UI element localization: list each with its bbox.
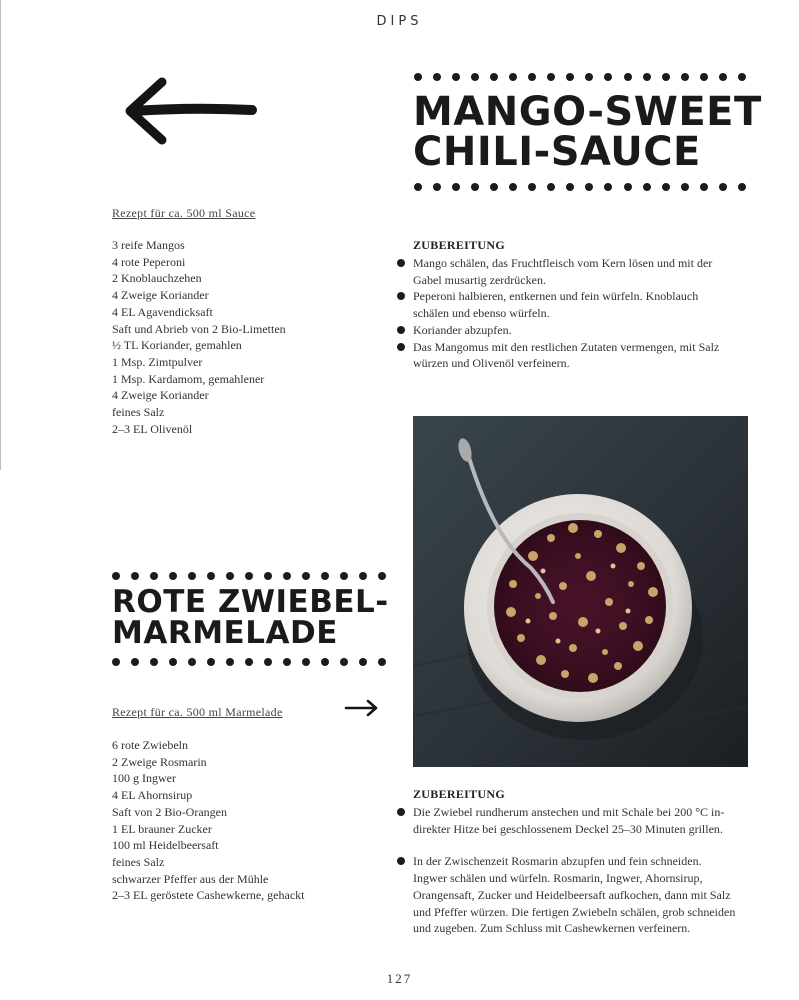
ingredient-item: 1 Msp. Zimtpulver	[112, 354, 203, 369]
dot	[624, 183, 632, 191]
ingredient-item: Saft und Abrieb von 2 Bio-Limetten	[112, 321, 286, 336]
step-line: schälen und ebenso würfeln.	[413, 306, 550, 321]
dot	[283, 658, 291, 666]
ingredient-item: feines Salz	[112, 854, 165, 869]
ingredient-item: 100 g Ingwer	[112, 771, 176, 786]
step-item	[413, 288, 753, 321]
step-line: direkter Hitze bei geschlossenem Deckel 25–30 Minuten grillen.	[413, 821, 723, 836]
dot	[226, 572, 234, 580]
dot	[302, 572, 310, 580]
step-line: Gabel musartig zerdrücken.	[413, 272, 546, 287]
dot	[433, 183, 441, 191]
step-item	[413, 339, 753, 372]
step-item	[413, 322, 753, 339]
page-number: 127	[386, 971, 413, 986]
recipe-title-line: MANGO-SWEET	[413, 89, 762, 135]
dot	[719, 73, 727, 81]
dot	[264, 658, 272, 666]
dot	[131, 572, 139, 580]
dot	[700, 183, 708, 191]
dot	[283, 572, 291, 580]
step-line: Die Zwiebel rundherum anstechen und mit Schale bei 200 °C in-	[413, 805, 725, 819]
ingredient-item: 4 Zweige Koriander	[112, 388, 209, 403]
step-line: Ingwer schälen und würfeln. Rosmarin, Ingwer, Ahornsirup,	[413, 871, 703, 886]
ingredient-item: 4 rote Peperoni	[112, 254, 186, 269]
ingredient-item: feines Salz	[112, 405, 165, 420]
dot	[547, 183, 555, 191]
dot	[359, 572, 367, 580]
dot	[547, 73, 555, 81]
ingredient-item: ½ TL Koriander, gemahlen	[112, 338, 242, 353]
ingredient-item: 2 Knoblauchzehen	[112, 271, 202, 286]
dot	[169, 572, 177, 580]
dot	[188, 658, 196, 666]
dot	[112, 572, 120, 580]
recipe-title-line: CHILI-SAUCE	[413, 129, 701, 175]
ingredient-item: schwarzer Pfeffer aus der Mühle	[112, 871, 269, 886]
ingredient-list	[112, 737, 402, 904]
dot	[452, 183, 460, 191]
dot	[340, 572, 348, 580]
dot	[452, 73, 460, 81]
dot	[585, 73, 593, 81]
dot	[302, 658, 310, 666]
section-title: DIPS	[376, 14, 423, 29]
dot	[226, 658, 234, 666]
dot	[509, 183, 517, 191]
step-line: und Pfeffer würzen. Die fertigen Zwiebeln schälen, grob schneiden	[413, 904, 736, 919]
dot	[490, 183, 498, 191]
title-dots-top	[414, 73, 746, 81]
step-line: Peperoni halbieren, entkernen und fein würfeln. Knoblauch	[413, 289, 699, 304]
recipe-title	[112, 584, 389, 651]
dot	[738, 73, 746, 81]
step-line: würzen und Olivenöl verfeinern.	[413, 356, 570, 371]
dot	[719, 183, 727, 191]
dot	[566, 73, 574, 81]
title-dots-top	[112, 572, 386, 580]
dot	[150, 658, 158, 666]
dot	[700, 73, 708, 81]
ingredient-item: 4 Zweige Koriander	[112, 288, 209, 303]
preparation-heading: ZUBEREITUNG	[413, 787, 505, 801]
arrow-right-icon	[344, 698, 380, 718]
dot	[681, 183, 689, 191]
step-item	[413, 853, 753, 937]
ingredient-item: 2–3 EL Olivenöl	[112, 421, 193, 436]
dot	[528, 73, 536, 81]
dot	[131, 658, 139, 666]
dot	[245, 572, 253, 580]
title-dots-bottom	[414, 183, 746, 191]
preparation-steps	[413, 255, 753, 372]
dot	[624, 73, 632, 81]
dot	[662, 183, 670, 191]
step-line: In der Zwischenzeit Rosmarin abzupfen und fein schneiden.	[413, 854, 702, 869]
dot	[490, 73, 498, 81]
recipe-title	[413, 89, 762, 175]
title-dots-bottom	[112, 658, 386, 666]
dot	[321, 572, 329, 580]
dot	[378, 658, 386, 666]
dot	[433, 73, 441, 81]
ingredient-item: 2–3 EL geröstete Cashewkerne, gehackt	[112, 888, 305, 903]
dot	[169, 658, 177, 666]
dot	[738, 183, 746, 191]
dot	[150, 572, 158, 580]
dot	[207, 572, 215, 580]
preparation-steps	[413, 804, 753, 937]
dot	[585, 183, 593, 191]
dot	[359, 658, 367, 666]
recipe-yield: Rezept für ca. 500 ml Marmelade	[112, 705, 283, 719]
dot	[321, 658, 329, 666]
dot	[662, 73, 670, 81]
step-line: Mango schälen, das Fruchtfleisch vom Kern lösen und mit der	[413, 256, 713, 270]
step-item	[413, 804, 753, 837]
recipe-title-line: ROTE ZWIEBEL-	[112, 584, 389, 620]
dot	[414, 73, 422, 81]
dot	[112, 658, 120, 666]
dot	[681, 73, 689, 81]
dot	[643, 73, 651, 81]
dot	[207, 658, 215, 666]
dot	[604, 73, 612, 81]
dot	[528, 183, 536, 191]
dot	[264, 572, 272, 580]
ingredient-list	[112, 237, 372, 437]
food-photo	[413, 416, 748, 767]
page-edge-line	[0, 0, 1, 470]
dot	[471, 183, 479, 191]
dot	[245, 658, 253, 666]
dot	[643, 183, 651, 191]
ingredient-item: 4 EL Agavendicksaft	[112, 304, 213, 319]
recipe-yield: Rezept für ca. 500 ml Sauce	[112, 206, 256, 220]
step-line: Orangensaft, Zucker und Heidelbeersaft aufkochen, dann mit Salz	[413, 887, 731, 902]
dot	[414, 183, 422, 191]
dot	[340, 658, 348, 666]
dot	[378, 572, 386, 580]
ingredient-item: 4 EL Ahornsirup	[112, 788, 193, 803]
ingredient-item: 3 reife Mangos	[112, 238, 185, 252]
step-line: Koriander abzupfen.	[413, 322, 512, 337]
ingredient-item: 6 rote Zwiebeln	[112, 738, 188, 752]
arrow-left-icon	[122, 76, 258, 146]
dot	[566, 183, 574, 191]
ingredient-item: 1 Msp. Kardamom, gemahlener	[112, 371, 265, 386]
ingredient-item: 1 EL brauner Zucker	[112, 821, 212, 836]
step-item	[413, 255, 753, 288]
ingredient-item: 100 ml Heidelbeersaft	[112, 838, 219, 853]
recipe-title-line: MARMELADE	[112, 615, 338, 651]
preparation-heading: ZUBEREITUNG	[413, 238, 505, 252]
dot	[604, 183, 612, 191]
dot	[471, 73, 479, 81]
dot	[188, 572, 196, 580]
step-line: Das Mangomus mit den restlichen Zutaten vermengen, mit Salz	[413, 339, 720, 354]
dot	[509, 73, 517, 81]
ingredient-item: Saft von 2 Bio-Orangen	[112, 804, 227, 819]
ingredient-item: 2 Zweige Rosmarin	[112, 754, 207, 769]
step-line: und zugeben. Zum Schluss mit Cashewkernen verfeinern.	[413, 921, 691, 936]
